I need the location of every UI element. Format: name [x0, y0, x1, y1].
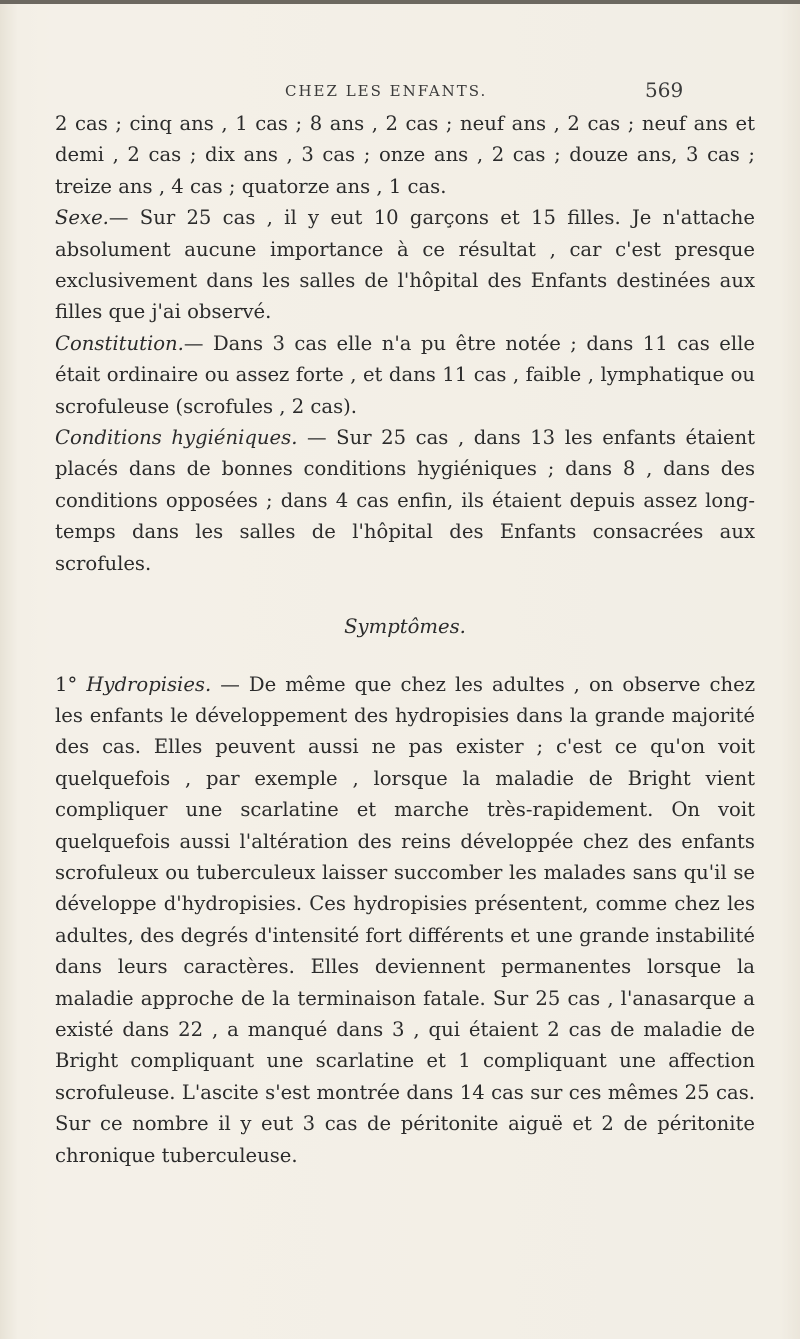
paragraph-constitution — [55, 328, 755, 422]
paragraph-constitution-lead: Constitution. — [55, 331, 184, 355]
paragraph-ages: 2 cas ; cinq ans , 1 cas ; 8 ans , 2 cas ; neuf ans , 2 cas ; neuf ans et demi , 2 cas ; dix ans , 3 cas ; onze ans , 2 cas ; douze ans, 3 cas ; treize ans , 4 cas ; quatorze ans , 1 cas. — [55, 112, 755, 198]
section-heading: Symptômes. — [344, 615, 466, 639]
paragraph-hydropisies-lead: Hydropisies. — [86, 672, 212, 696]
top-border — [0, 0, 800, 4]
page-body — [55, 108, 755, 1171]
paragraph-constitution-text: — Dans 3 cas elle n'a pu être notée ; dans 11 cas elle était ordinaire ou assez forte , et dans 11 cas , faible , lymphatique ou scrofuleuse (scrofules , 2 cas). — [55, 331, 755, 418]
page-header — [0, 78, 800, 108]
paragraph-hydropisies-text: — De même que chez les adultes , on observe chez les enfants le développement des hydropisies dans la grande majorité des cas. Elles peuvent aussi ne pas exister ; c'est ce qu'on voit quelquefois , par exemple , lorsque la maladie de Bright vient compliquer une scarlatine et marche très-rapidement. On voit quelquefois aussi l'altération des reins développée chez des enfants scrofuleux ou tuberculeux laisser succomber les malades sans qu'il se développe d'hydropisies. Ces hydropisies présentent, comme chez les adultes, des degrés d'intensité fort différents et une grande instabilité dans leurs caractères. Elles deviennent permanentes lorsque la maladie approche de la terminaison fatale. Sur 25 cas , l'anasarque a existé dans 22 , a manqué dans 3 , qui étaient 2 cas de maladie de Bright compliquant une scarlatine et 1 compliquant une affection scrofuleuse. L'ascite s'est montrée dans 14 cas sur ces mêmes 25 cas. Sur ce nombre il y eut 3 cas de péritonite aiguë et 2 de péritonite chronique tuberculeuse. — [55, 672, 756, 1167]
paragraph-conditions-text: — Sur 25 cas , dans 13 les enfants étaient placés dans de bonnes conditions hygiéniques ; dans 8 , dans des conditions opposées ; dans 4 cas enfin, ils étaient depuis assez long-temps dans les salles de l'hôpital des Enfants consacrées aux scrofules. — [55, 426, 755, 575]
paragraph-hydropisies — [55, 669, 755, 1172]
running-head: CHEZ LES ENFANTS. — [285, 82, 488, 100]
paragraph-sexe-lead: Sexe. — [55, 206, 109, 230]
paragraph-conditions — [55, 422, 755, 579]
page-number: 569 — [645, 78, 684, 102]
paragraph-conditions-lead: Conditions hygiéniques. — [55, 426, 298, 450]
paragraph-hydropisies-number: 1° — [55, 672, 78, 696]
paragraph-sexe — [55, 202, 755, 328]
paragraph-sexe-text: — Sur 25 cas , il y eut 10 garçons et 15 filles. Je n'attache absolument aucune importance à ce résultat , car c'est presque exclusivement dans les salles de l'hôpital des Enfants destinées aux filles que j'ai observé. — [55, 206, 755, 324]
